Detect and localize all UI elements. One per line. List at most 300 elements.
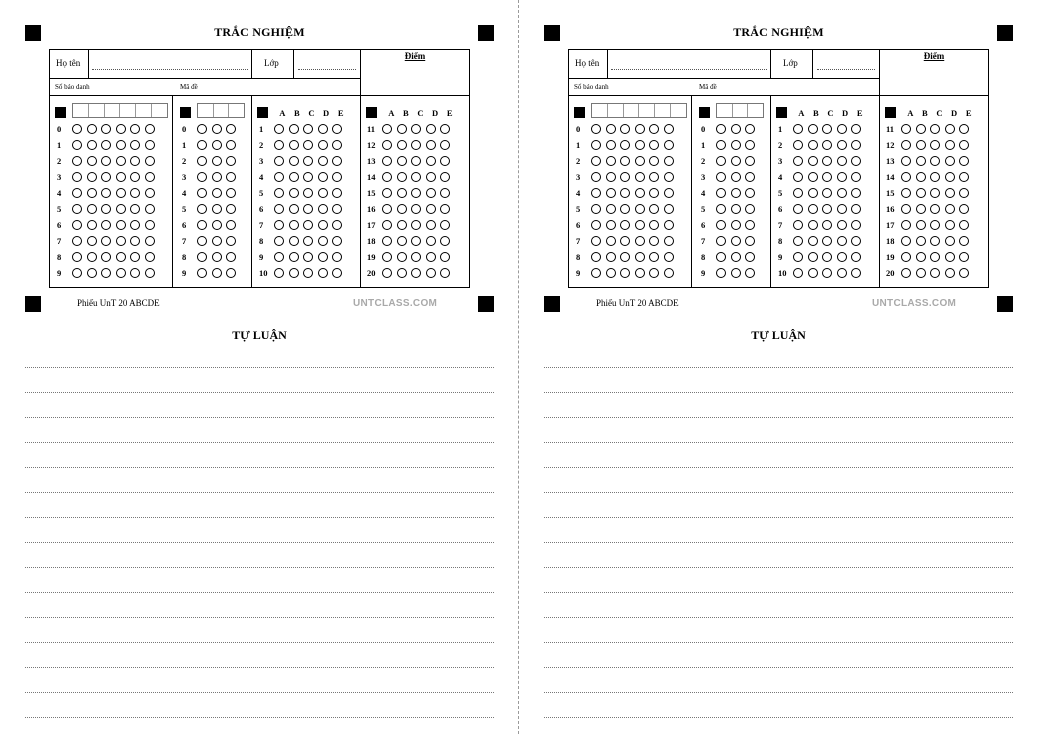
- answer-bubble[interactable]: [332, 268, 342, 278]
- answer-bubble[interactable]: [649, 140, 659, 150]
- answer-bubble[interactable]: [72, 204, 82, 214]
- answer-bubble[interactable]: [808, 140, 818, 150]
- answer-bubble[interactable]: [808, 156, 818, 166]
- answer-bubble[interactable]: [116, 140, 126, 150]
- answer-bubble[interactable]: [318, 236, 328, 246]
- answer-bubble[interactable]: [731, 220, 741, 230]
- answer-bubble[interactable]: [745, 236, 755, 246]
- answer-bubble[interactable]: [226, 188, 236, 198]
- answer-bubble[interactable]: [303, 156, 313, 166]
- answer-bubble[interactable]: [837, 156, 847, 166]
- answer-bubble[interactable]: [822, 172, 832, 182]
- answer-bubble[interactable]: [289, 268, 299, 278]
- answer-bubble[interactable]: [664, 236, 674, 246]
- answer-bubble[interactable]: [822, 252, 832, 262]
- answer-bubble[interactable]: [731, 172, 741, 182]
- answer-bubble[interactable]: [837, 124, 847, 134]
- answer-bubble[interactable]: [318, 188, 328, 198]
- answer-bubble[interactable]: [303, 236, 313, 246]
- answer-bubble[interactable]: [382, 204, 392, 214]
- answer-bubble[interactable]: [426, 204, 436, 214]
- answer-bubble[interactable]: [145, 188, 155, 198]
- answer-bubble[interactable]: [851, 236, 861, 246]
- writing-line[interactable]: [544, 692, 1013, 693]
- answer-bubble[interactable]: [87, 172, 97, 182]
- answer-bubble[interactable]: [945, 156, 955, 166]
- answer-bubble[interactable]: [303, 252, 313, 262]
- answer-bubble[interactable]: [212, 188, 222, 198]
- answer-bubble[interactable]: [851, 252, 861, 262]
- answer-bubble[interactable]: [87, 156, 97, 166]
- answer-bubble[interactable]: [731, 156, 741, 166]
- answer-bubble[interactable]: [303, 204, 313, 214]
- answer-bubble[interactable]: [101, 188, 111, 198]
- answer-bubble[interactable]: [916, 252, 926, 262]
- answer-bubble[interactable]: [426, 268, 436, 278]
- answer-bubble[interactable]: [72, 220, 82, 230]
- answer-bubble[interactable]: [87, 188, 97, 198]
- answer-bubble[interactable]: [620, 252, 630, 262]
- answer-bubble[interactable]: [440, 156, 450, 166]
- answer-bubble[interactable]: [332, 140, 342, 150]
- answer-bubble[interactable]: [716, 172, 726, 182]
- answer-bubble[interactable]: [745, 268, 755, 278]
- candidate-number-boxes[interactable]: [591, 103, 687, 118]
- writing-line[interactable]: [25, 667, 494, 668]
- answer-bubble[interactable]: [332, 204, 342, 214]
- answer-bubble[interactable]: [591, 204, 601, 214]
- answer-bubble[interactable]: [793, 268, 803, 278]
- answer-bubble[interactable]: [212, 172, 222, 182]
- answer-bubble[interactable]: [440, 172, 450, 182]
- writing-line[interactable]: [25, 717, 494, 718]
- answer-bubble[interactable]: [318, 268, 328, 278]
- answer-bubble[interactable]: [397, 172, 407, 182]
- writing-line[interactable]: [544, 392, 1013, 393]
- answer-bubble[interactable]: [745, 172, 755, 182]
- answer-bubble[interactable]: [130, 172, 140, 182]
- answer-bubble[interactable]: [591, 268, 601, 278]
- answer-bubble[interactable]: [716, 220, 726, 230]
- answer-bubble[interactable]: [945, 140, 955, 150]
- answer-bubble[interactable]: [116, 172, 126, 182]
- writing-line[interactable]: [25, 442, 494, 443]
- answer-bubble[interactable]: [837, 188, 847, 198]
- answer-bubble[interactable]: [745, 220, 755, 230]
- answer-bubble[interactable]: [635, 156, 645, 166]
- answer-bubble[interactable]: [332, 156, 342, 166]
- answer-bubble[interactable]: [930, 236, 940, 246]
- answer-bubble[interactable]: [716, 156, 726, 166]
- answer-bubble[interactable]: [226, 124, 236, 134]
- answer-bubble[interactable]: [226, 220, 236, 230]
- writing-line[interactable]: [544, 592, 1013, 593]
- answer-bubble[interactable]: [130, 220, 140, 230]
- writing-line[interactable]: [25, 367, 494, 368]
- answer-bubble[interactable]: [212, 124, 222, 134]
- answer-bubble[interactable]: [101, 268, 111, 278]
- answer-bubble[interactable]: [901, 220, 911, 230]
- answer-bubble[interactable]: [440, 236, 450, 246]
- answer-bubble[interactable]: [930, 124, 940, 134]
- answer-bubble[interactable]: [289, 220, 299, 230]
- writing-line[interactable]: [544, 567, 1013, 568]
- answer-bubble[interactable]: [945, 236, 955, 246]
- answer-bubble[interactable]: [591, 172, 601, 182]
- answer-bubble[interactable]: [382, 236, 392, 246]
- answer-bubble[interactable]: [620, 236, 630, 246]
- answer-bubble[interactable]: [635, 172, 645, 182]
- answer-bubble[interactable]: [664, 204, 674, 214]
- answer-bubble[interactable]: [289, 188, 299, 198]
- answer-bubble[interactable]: [664, 220, 674, 230]
- answer-bubble[interactable]: [851, 188, 861, 198]
- answer-bubble[interactable]: [916, 236, 926, 246]
- writing-line[interactable]: [25, 642, 494, 643]
- answer-bubble[interactable]: [303, 124, 313, 134]
- writing-line[interactable]: [544, 667, 1013, 668]
- answer-bubble[interactable]: [716, 204, 726, 214]
- answer-bubble[interactable]: [620, 268, 630, 278]
- answer-bubble[interactable]: [289, 236, 299, 246]
- answer-bubble[interactable]: [822, 156, 832, 166]
- answer-bubble[interactable]: [959, 252, 969, 262]
- answer-bubble[interactable]: [197, 268, 207, 278]
- answer-bubble[interactable]: [664, 156, 674, 166]
- answer-bubble[interactable]: [145, 236, 155, 246]
- answer-bubble[interactable]: [116, 220, 126, 230]
- answer-bubble[interactable]: [145, 124, 155, 134]
- answer-bubble[interactable]: [731, 204, 741, 214]
- exam-code-boxes[interactable]: [197, 103, 245, 118]
- answer-bubble[interactable]: [318, 220, 328, 230]
- answer-bubble[interactable]: [945, 172, 955, 182]
- answer-bubble[interactable]: [851, 204, 861, 214]
- answer-bubble[interactable]: [606, 124, 616, 134]
- answer-bubble[interactable]: [901, 268, 911, 278]
- answer-bubble[interactable]: [116, 236, 126, 246]
- answer-bubble[interactable]: [837, 172, 847, 182]
- answer-bubble[interactable]: [397, 140, 407, 150]
- answer-bubble[interactable]: [426, 140, 436, 150]
- answer-bubble[interactable]: [226, 204, 236, 214]
- answer-bubble[interactable]: [793, 236, 803, 246]
- answer-bubble[interactable]: [130, 252, 140, 262]
- answer-bubble[interactable]: [606, 156, 616, 166]
- answer-bubble[interactable]: [101, 156, 111, 166]
- class-field[interactable]: [298, 69, 356, 70]
- answer-bubble[interactable]: [116, 268, 126, 278]
- answer-bubble[interactable]: [145, 204, 155, 214]
- answer-bubble[interactable]: [901, 188, 911, 198]
- answer-bubble[interactable]: [649, 252, 659, 262]
- answer-bubble[interactable]: [635, 124, 645, 134]
- answer-bubble[interactable]: [212, 252, 222, 262]
- answer-bubble[interactable]: [606, 268, 616, 278]
- answer-bubble[interactable]: [916, 156, 926, 166]
- writing-line[interactable]: [25, 517, 494, 518]
- answer-bubble[interactable]: [606, 140, 616, 150]
- answer-bubble[interactable]: [837, 236, 847, 246]
- answer-bubble[interactable]: [197, 172, 207, 182]
- answer-bubble[interactable]: [822, 204, 832, 214]
- answer-bubble[interactable]: [197, 156, 207, 166]
- answer-bubble[interactable]: [318, 204, 328, 214]
- answer-bubble[interactable]: [397, 268, 407, 278]
- answer-bubble[interactable]: [382, 268, 392, 278]
- answer-bubble[interactable]: [274, 252, 284, 262]
- writing-line[interactable]: [544, 492, 1013, 493]
- answer-bubble[interactable]: [945, 188, 955, 198]
- answer-bubble[interactable]: [426, 236, 436, 246]
- writing-line[interactable]: [544, 617, 1013, 618]
- answer-bubble[interactable]: [959, 236, 969, 246]
- answer-bubble[interactable]: [332, 188, 342, 198]
- answer-bubble[interactable]: [411, 268, 421, 278]
- answer-bubble[interactable]: [916, 268, 926, 278]
- answer-bubble[interactable]: [664, 124, 674, 134]
- answer-bubble[interactable]: [649, 172, 659, 182]
- answer-bubble[interactable]: [318, 140, 328, 150]
- answer-bubble[interactable]: [945, 252, 955, 262]
- answer-bubble[interactable]: [411, 188, 421, 198]
- answer-bubble[interactable]: [101, 204, 111, 214]
- answer-bubble[interactable]: [930, 140, 940, 150]
- answer-bubble[interactable]: [274, 204, 284, 214]
- answer-bubble[interactable]: [397, 188, 407, 198]
- answer-bubble[interactable]: [901, 124, 911, 134]
- answer-bubble[interactable]: [591, 140, 601, 150]
- answer-bubble[interactable]: [930, 268, 940, 278]
- answer-bubble[interactable]: [289, 156, 299, 166]
- writing-line[interactable]: [25, 542, 494, 543]
- answer-bubble[interactable]: [851, 220, 861, 230]
- answer-bubble[interactable]: [197, 236, 207, 246]
- answer-bubble[interactable]: [87, 268, 97, 278]
- answer-bubble[interactable]: [72, 140, 82, 150]
- answer-bubble[interactable]: [72, 172, 82, 182]
- writing-line[interactable]: [544, 442, 1013, 443]
- answer-bubble[interactable]: [635, 188, 645, 198]
- answer-bubble[interactable]: [145, 268, 155, 278]
- answer-bubble[interactable]: [793, 156, 803, 166]
- answer-bubble[interactable]: [411, 204, 421, 214]
- answer-bubble[interactable]: [664, 188, 674, 198]
- answer-bubble[interactable]: [930, 172, 940, 182]
- answer-bubble[interactable]: [130, 268, 140, 278]
- answer-bubble[interactable]: [101, 140, 111, 150]
- writing-line[interactable]: [25, 617, 494, 618]
- answer-bubble[interactable]: [606, 252, 616, 262]
- answer-bubble[interactable]: [116, 124, 126, 134]
- answer-bubble[interactable]: [851, 172, 861, 182]
- answer-bubble[interactable]: [411, 236, 421, 246]
- answer-bubble[interactable]: [274, 140, 284, 150]
- answer-bubble[interactable]: [226, 252, 236, 262]
- answer-bubble[interactable]: [382, 124, 392, 134]
- answer-bubble[interactable]: [901, 172, 911, 182]
- answer-bubble[interactable]: [822, 236, 832, 246]
- answer-bubble[interactable]: [716, 124, 726, 134]
- answer-bubble[interactable]: [274, 268, 284, 278]
- answer-bubble[interactable]: [916, 172, 926, 182]
- answer-bubble[interactable]: [745, 124, 755, 134]
- answer-bubble[interactable]: [87, 140, 97, 150]
- answer-bubble[interactable]: [901, 252, 911, 262]
- answer-bubble[interactable]: [901, 236, 911, 246]
- answer-bubble[interactable]: [649, 236, 659, 246]
- answer-bubble[interactable]: [411, 140, 421, 150]
- answer-bubble[interactable]: [426, 156, 436, 166]
- candidate-number-boxes[interactable]: [72, 103, 168, 118]
- answer-bubble[interactable]: [212, 220, 222, 230]
- writing-line[interactable]: [544, 717, 1013, 718]
- answer-bubble[interactable]: [274, 188, 284, 198]
- answer-bubble[interactable]: [649, 156, 659, 166]
- writing-line[interactable]: [544, 367, 1013, 368]
- answer-bubble[interactable]: [793, 124, 803, 134]
- answer-bubble[interactable]: [426, 252, 436, 262]
- answer-bubble[interactable]: [959, 140, 969, 150]
- answer-bubble[interactable]: [289, 172, 299, 182]
- answer-bubble[interactable]: [959, 220, 969, 230]
- answer-bubble[interactable]: [959, 204, 969, 214]
- answer-bubble[interactable]: [635, 204, 645, 214]
- answer-bubble[interactable]: [411, 156, 421, 166]
- answer-bubble[interactable]: [620, 140, 630, 150]
- answer-bubble[interactable]: [303, 140, 313, 150]
- answer-bubble[interactable]: [606, 236, 616, 246]
- answer-bubble[interactable]: [930, 220, 940, 230]
- answer-bubble[interactable]: [916, 140, 926, 150]
- name-field[interactable]: [611, 69, 767, 70]
- answer-bubble[interactable]: [318, 252, 328, 262]
- answer-bubble[interactable]: [822, 124, 832, 134]
- answer-bubble[interactable]: [226, 268, 236, 278]
- answer-bubble[interactable]: [212, 268, 222, 278]
- answer-bubble[interactable]: [440, 268, 450, 278]
- answer-bubble[interactable]: [226, 156, 236, 166]
- answer-bubble[interactable]: [793, 252, 803, 262]
- answer-bubble[interactable]: [591, 188, 601, 198]
- answer-bubble[interactable]: [226, 236, 236, 246]
- answer-bubble[interactable]: [382, 252, 392, 262]
- answer-bubble[interactable]: [649, 220, 659, 230]
- answer-bubble[interactable]: [145, 140, 155, 150]
- answer-bubble[interactable]: [72, 252, 82, 262]
- answer-bubble[interactable]: [411, 124, 421, 134]
- answer-bubble[interactable]: [837, 220, 847, 230]
- answer-bubble[interactable]: [212, 204, 222, 214]
- answer-bubble[interactable]: [851, 140, 861, 150]
- answer-bubble[interactable]: [731, 188, 741, 198]
- answer-bubble[interactable]: [731, 252, 741, 262]
- answer-bubble[interactable]: [101, 252, 111, 262]
- answer-bubble[interactable]: [793, 204, 803, 214]
- answer-bubble[interactable]: [901, 140, 911, 150]
- answer-bubble[interactable]: [945, 268, 955, 278]
- answer-bubble[interactable]: [332, 220, 342, 230]
- answer-bubble[interactable]: [116, 188, 126, 198]
- answer-bubble[interactable]: [620, 172, 630, 182]
- answer-bubble[interactable]: [591, 236, 601, 246]
- writing-line[interactable]: [25, 567, 494, 568]
- answer-bubble[interactable]: [212, 156, 222, 166]
- answer-bubble[interactable]: [649, 124, 659, 134]
- answer-bubble[interactable]: [959, 188, 969, 198]
- answer-bubble[interactable]: [620, 220, 630, 230]
- class-field[interactable]: [817, 69, 875, 70]
- answer-bubble[interactable]: [635, 252, 645, 262]
- answer-bubble[interactable]: [822, 188, 832, 198]
- answer-bubble[interactable]: [745, 140, 755, 150]
- answer-bubble[interactable]: [87, 220, 97, 230]
- answer-bubble[interactable]: [901, 156, 911, 166]
- answer-bubble[interactable]: [197, 140, 207, 150]
- answer-bubble[interactable]: [397, 220, 407, 230]
- answer-bubble[interactable]: [145, 172, 155, 182]
- answer-bubble[interactable]: [116, 252, 126, 262]
- answer-bubble[interactable]: [332, 236, 342, 246]
- answer-bubble[interactable]: [397, 156, 407, 166]
- answer-bubble[interactable]: [426, 220, 436, 230]
- answer-bubble[interactable]: [303, 220, 313, 230]
- name-field[interactable]: [92, 69, 248, 70]
- answer-bubble[interactable]: [426, 124, 436, 134]
- answer-bubble[interactable]: [808, 204, 818, 214]
- answer-bubble[interactable]: [851, 156, 861, 166]
- writing-line[interactable]: [25, 692, 494, 693]
- writing-line[interactable]: [25, 417, 494, 418]
- answer-bubble[interactable]: [635, 140, 645, 150]
- answer-bubble[interactable]: [197, 252, 207, 262]
- answer-bubble[interactable]: [591, 156, 601, 166]
- writing-line[interactable]: [544, 467, 1013, 468]
- answer-bubble[interactable]: [649, 188, 659, 198]
- answer-bubble[interactable]: [930, 188, 940, 198]
- answer-bubble[interactable]: [332, 252, 342, 262]
- answer-bubble[interactable]: [318, 156, 328, 166]
- exam-code-boxes[interactable]: [716, 103, 764, 118]
- answer-bubble[interactable]: [397, 236, 407, 246]
- answer-bubble[interactable]: [591, 220, 601, 230]
- answer-bubble[interactable]: [87, 204, 97, 214]
- answer-bubble[interactable]: [440, 124, 450, 134]
- answer-bubble[interactable]: [87, 252, 97, 262]
- answer-bubble[interactable]: [606, 172, 616, 182]
- writing-line[interactable]: [25, 392, 494, 393]
- answer-bubble[interactable]: [145, 252, 155, 262]
- answer-bubble[interactable]: [620, 204, 630, 214]
- answer-bubble[interactable]: [916, 124, 926, 134]
- answer-bubble[interactable]: [72, 268, 82, 278]
- writing-line[interactable]: [25, 467, 494, 468]
- answer-bubble[interactable]: [440, 220, 450, 230]
- answer-bubble[interactable]: [197, 220, 207, 230]
- answer-bubble[interactable]: [197, 188, 207, 198]
- answer-bubble[interactable]: [837, 204, 847, 214]
- answer-bubble[interactable]: [130, 124, 140, 134]
- answer-bubble[interactable]: [332, 124, 342, 134]
- answer-bubble[interactable]: [808, 172, 818, 182]
- answer-bubble[interactable]: [101, 220, 111, 230]
- answer-bubble[interactable]: [793, 220, 803, 230]
- answer-bubble[interactable]: [620, 156, 630, 166]
- answer-bubble[interactable]: [411, 252, 421, 262]
- answer-bubble[interactable]: [382, 140, 392, 150]
- writing-line[interactable]: [544, 517, 1013, 518]
- answer-bubble[interactable]: [930, 156, 940, 166]
